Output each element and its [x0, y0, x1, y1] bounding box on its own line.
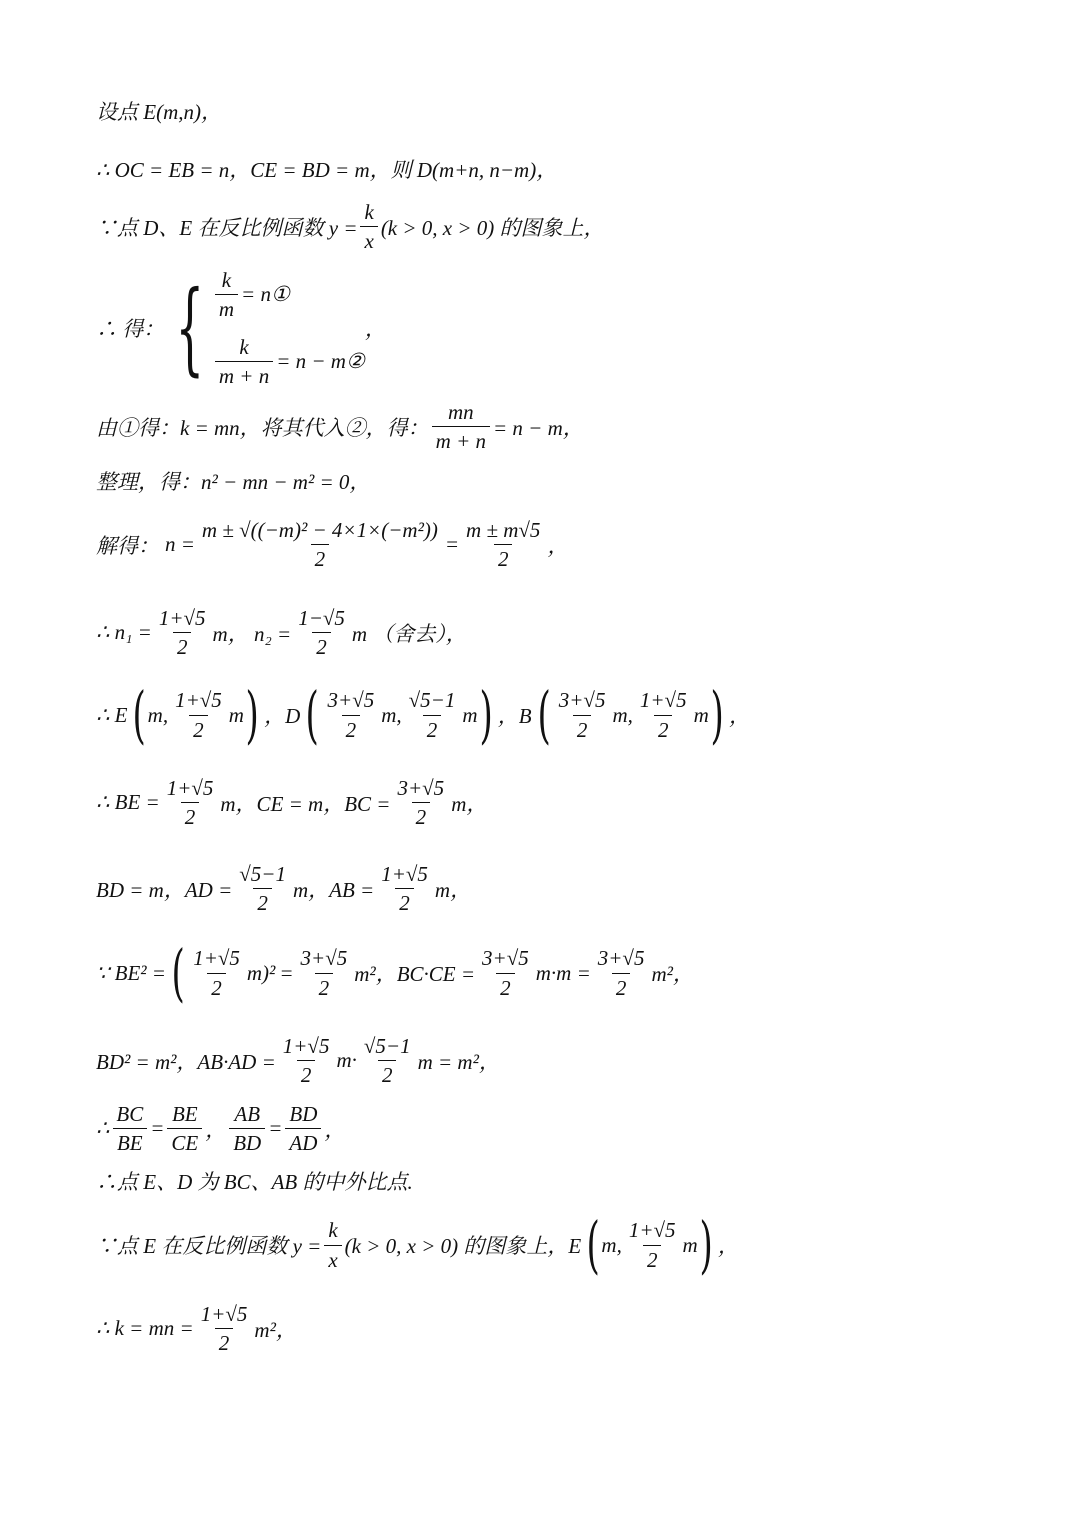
fraction: $\frac{3+√5}{2}$ — [300, 946, 348, 1000]
fraction: $\frac{3+√5}{2}$ — [397, 776, 445, 830]
fraction: $\frac{m \pm m√5}{2}$ — [466, 518, 541, 572]
suffix: m， — [434, 877, 472, 902]
coord: m, — [381, 702, 402, 727]
mid: = — [150, 1116, 165, 1141]
equals: = — [444, 532, 460, 557]
fraction: $\frac{BC}{BE}$ — [112, 1102, 147, 1155]
line-bd-ad-ab — [96, 862, 471, 915]
mid: m²，BC·CE = — [354, 962, 476, 986]
end: ， — [717, 1234, 739, 1258]
suffix: m （舍去）， — [351, 621, 467, 646]
line-inverse-function — [96, 200, 605, 253]
paren-left-icon: ( — [537, 678, 551, 751]
line-n-roots — [96, 606, 467, 659]
line-solve — [96, 518, 568, 571]
fraction: $\frac{√5-1}{2}$ — [363, 1034, 411, 1088]
mid: ， — [205, 1117, 227, 1142]
fraction: $\frac{BE}{CE}$ — [167, 1102, 202, 1155]
coord: m — [228, 702, 244, 727]
lhs: n = — [165, 532, 195, 557]
paren-left-icon: ( — [586, 1208, 600, 1281]
suffix: ， — [364, 317, 386, 342]
fraction: $\frac{√5-1}{2}$ — [239, 862, 286, 916]
line-conclusion — [96, 1166, 413, 1196]
mid: m· — [336, 1048, 357, 1073]
fraction: $\frac{1+√5}{2}$ — [193, 946, 240, 1000]
fraction: $\frac{3+√5}{2}$ — [482, 946, 529, 1000]
fraction: $\frac{1+√5}{2}$ — [166, 776, 214, 830]
coord: m, — [601, 1232, 622, 1257]
fraction: $\frac{1+√5}{2}$ — [158, 606, 206, 660]
point-d-label: ，D — [264, 704, 301, 728]
suffix: ， — [728, 704, 750, 728]
suffix: m²， — [651, 962, 694, 986]
line-point-e-on-graph — [96, 1208, 739, 1281]
mid: (k > 0, x > 0) 的图象上，E — [344, 1234, 582, 1258]
line-be-ce-bc — [96, 776, 487, 829]
line-k-value — [96, 1302, 297, 1355]
fraction: $\frac{1+√5}{2}$ — [381, 862, 428, 916]
line-be-squared — [96, 936, 694, 1009]
prefix: ∴ 得： — [96, 317, 165, 342]
fraction: $\frac{mn}{m + n}$ — [432, 400, 490, 453]
suffix: (k > 0, x > 0) 的图象上， — [380, 215, 605, 240]
fraction: $\frac{3+√5}{2}$ — [327, 688, 375, 742]
coord: m, — [612, 702, 633, 727]
paren-left-icon: ( — [132, 678, 147, 751]
fraction: $\frac{1+√5}{2}$ — [175, 688, 222, 742]
equation-rhs: = n − m② — [276, 349, 365, 374]
fraction: $\frac{k}{m + n}$ — [215, 335, 273, 388]
paren-right-icon: ) — [245, 678, 259, 751]
point-e-label: ∴ E — [96, 702, 128, 727]
text: 整理，得：n² − mn − m² = 0， — [96, 470, 371, 494]
text: 设点 E(m,n)， — [96, 100, 222, 124]
line-bd-squared — [96, 1034, 500, 1087]
mid: m，CE = m，BC = — [220, 791, 391, 816]
equation-rhs: = n① — [241, 282, 290, 307]
prefix: ∴ k = mn = — [96, 1316, 194, 1341]
line-system — [96, 268, 386, 389]
line-set-point-e — [96, 96, 222, 126]
line-ratios — [96, 1102, 345, 1155]
mid: m， n₂ = — [212, 621, 292, 646]
prefix: BD² = m²，AB·AD = — [96, 1049, 276, 1074]
suffix: m = m²， — [417, 1049, 500, 1074]
fraction: $\frac{1+√5}{2}$ — [282, 1034, 330, 1088]
fraction: $\frac{k}{m}$ — [215, 268, 238, 321]
fraction: $\frac{3+√5}{2}$ — [558, 688, 606, 742]
fraction: $\frac{√5-1}{2}$ — [408, 688, 456, 742]
fraction: $\frac{k}{x}$ — [324, 1218, 341, 1271]
mid: m·m = — [535, 960, 591, 985]
line-simplify — [96, 466, 370, 496]
mid: = — [268, 1116, 283, 1141]
line-substitute — [96, 400, 584, 453]
mid: = — [279, 960, 294, 985]
suffix: = n − m， — [493, 415, 584, 440]
paren-right-icon: ) — [699, 1208, 713, 1281]
text: ∴点 E、D 为 BC、AB 的中外比点. — [96, 1170, 413, 1194]
line-oc-eb — [96, 154, 557, 184]
prefix: ∴ — [96, 1116, 110, 1141]
paren-left-icon: ( — [171, 936, 185, 1009]
fraction: $\frac{AB}{BD}$ — [229, 1102, 265, 1155]
paren-right-icon: ) — [478, 678, 493, 751]
power: m)² — [246, 960, 276, 985]
paren-left-icon: ( — [305, 678, 320, 751]
mid: m，AB = — [292, 877, 375, 902]
prefix: ∵ BE² = — [96, 960, 166, 985]
coord: m — [682, 1232, 698, 1257]
prefix: ∴ n₁ = — [96, 620, 152, 645]
prefix: ∵点 D、E 在反比例函数 y = — [96, 215, 358, 240]
fraction: $\frac{3+√5}{2}$ — [597, 946, 645, 1000]
fraction: $\frac{1-√5}{2}$ — [298, 606, 345, 660]
suffix: m²， — [254, 1317, 297, 1342]
brace-icon: { — [175, 269, 205, 387]
fraction: $\frac{\text{m ± √((−m)² − 4×1×(−m²))}}{2}$ — [201, 518, 438, 572]
prefix: BD = m，AD = — [96, 877, 233, 902]
prefix: 解得： — [96, 533, 159, 558]
text: ∴ OC = EB = n，CE = BD = m，则 D(m+n, n−m)， — [96, 158, 558, 182]
suffix: ， — [324, 1117, 346, 1142]
fraction: $\frac{k}{x}$ — [360, 200, 377, 253]
coord: m — [693, 702, 709, 727]
fraction: $\frac{BD}{AD}$ — [285, 1102, 321, 1155]
prefix: ∴ BE = — [96, 790, 160, 815]
coord: m — [462, 702, 478, 727]
fraction: $\frac{1+√5}{2}$ — [200, 1302, 248, 1356]
prefix: ∵点 E 在反比例函数 y = — [96, 1234, 322, 1258]
fraction: $\frac{1+√5}{2}$ — [628, 1218, 676, 1272]
coord: m, — [147, 702, 169, 727]
equation-system — [212, 268, 365, 389]
point-b-label: ，B — [497, 704, 532, 728]
fraction: $\frac{1+√5}{2}$ — [639, 688, 687, 742]
line-coordinates — [96, 678, 750, 751]
prefix: 由①得：k = mn，将其代入②，得： — [96, 415, 429, 440]
paren-right-icon: ) — [710, 678, 724, 751]
suffix: ， — [547, 533, 569, 558]
suffix: m， — [451, 791, 488, 816]
